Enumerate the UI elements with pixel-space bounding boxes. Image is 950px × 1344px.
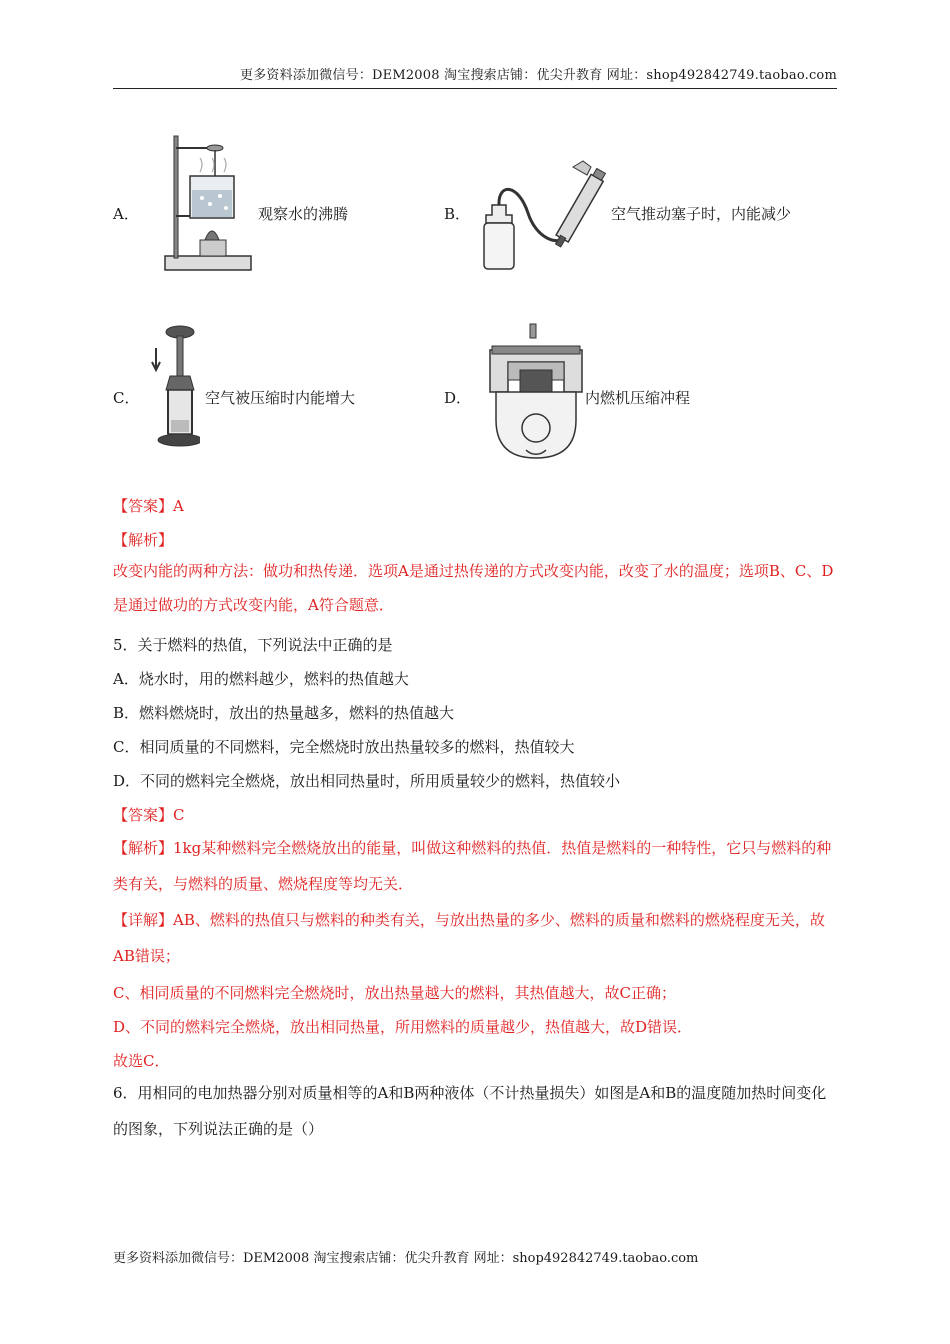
q4-answer: 【答案】A: [113, 497, 184, 515]
option-c-caption: 空气被压缩时内能增大: [205, 389, 356, 407]
q5-detail: 【详解】AB、燃料的热值只与燃料的种类有关，与放出热量的多少、燃料的质量和燃料的燃烧程度无关，故AB错误；: [113, 911, 825, 965]
page-header: 更多资料添加微信号：DEM2008 淘宝搜索店铺：优尖升教育 网址：shop492842749.taobao.com: [113, 64, 837, 89]
option-d-letter: D．: [444, 389, 472, 407]
q5-option-a: A．烧水时，用的燃料越少，燃料的热值越大: [113, 670, 409, 688]
q6-stem: 6．用相同的电加热器分别对质量相等的A和B两种液体（不计热量损失）如图是A和B的温度随加热时间变化的图象，下列说法正确的是（）: [113, 1084, 827, 1138]
option-d-caption: 内燃机压缩冲程: [585, 389, 691, 407]
q5-stem: 5．关于燃料的热值，下列说法中正确的是: [113, 636, 393, 654]
option-b-caption: 空气推动塞子时，内能减少: [611, 205, 792, 223]
q5-option-d: D．不同的燃料完全燃烧，放出相同热量时，所用质量较少的燃料，热值较小: [113, 772, 621, 790]
page-footer: 更多资料添加微信号：DEM2008 淘宝搜索店铺：优尖升教育 网址：shop492842749.taobao.com: [113, 1251, 699, 1266]
q5-conclusion: 故选C．: [113, 1052, 170, 1070]
q5-detail-c: C、相同质量的不同燃料完全燃烧时，放出热量越大的燃料，其热值越大，故C正确；: [113, 984, 676, 1002]
option-a-caption: 观察水的沸腾: [258, 205, 349, 223]
q5-analysis: 【解析】1kg某种燃料完全燃烧放出的能量，叫做这种燃料的热值．热值是燃料的一种特性，它只与燃料的种类有关，与燃料的质量、燃烧程度等均无关．: [113, 839, 832, 893]
q5-answer: 【答案】C: [113, 806, 185, 824]
q4-analysis-label: 【解析】: [113, 531, 174, 549]
q5-option-c: C．相同质量的不同燃料，完全燃烧时放出热量较多的燃料，热值较大: [113, 738, 575, 756]
option-b-letter: B．: [444, 205, 471, 223]
option-c-letter: C．: [113, 389, 140, 407]
boiling-water-apparatus-icon: [160, 128, 255, 274]
q5-detail-d: D、不同的燃料完全燃烧，放出相同热量，所用燃料的质量越少，热值越大，故D错误．: [113, 1018, 693, 1036]
q4-analysis: 改变内能的两种方法：做功和热传递．选项A是通过热传递的方式改变内能，改变了水的温度；选项B、C、D是通过做功的方式改变内能，A符合题意．: [113, 562, 834, 614]
option-a-letter: A．: [113, 205, 139, 223]
engine-compression-stroke-icon: [486, 320, 586, 462]
air-pump-bottle-icon: [478, 153, 608, 273]
q5-option-b: B．燃料燃烧时，放出的热量越多，燃料的热值越大: [113, 704, 455, 722]
air-compression-cylinder-icon: [150, 324, 200, 454]
